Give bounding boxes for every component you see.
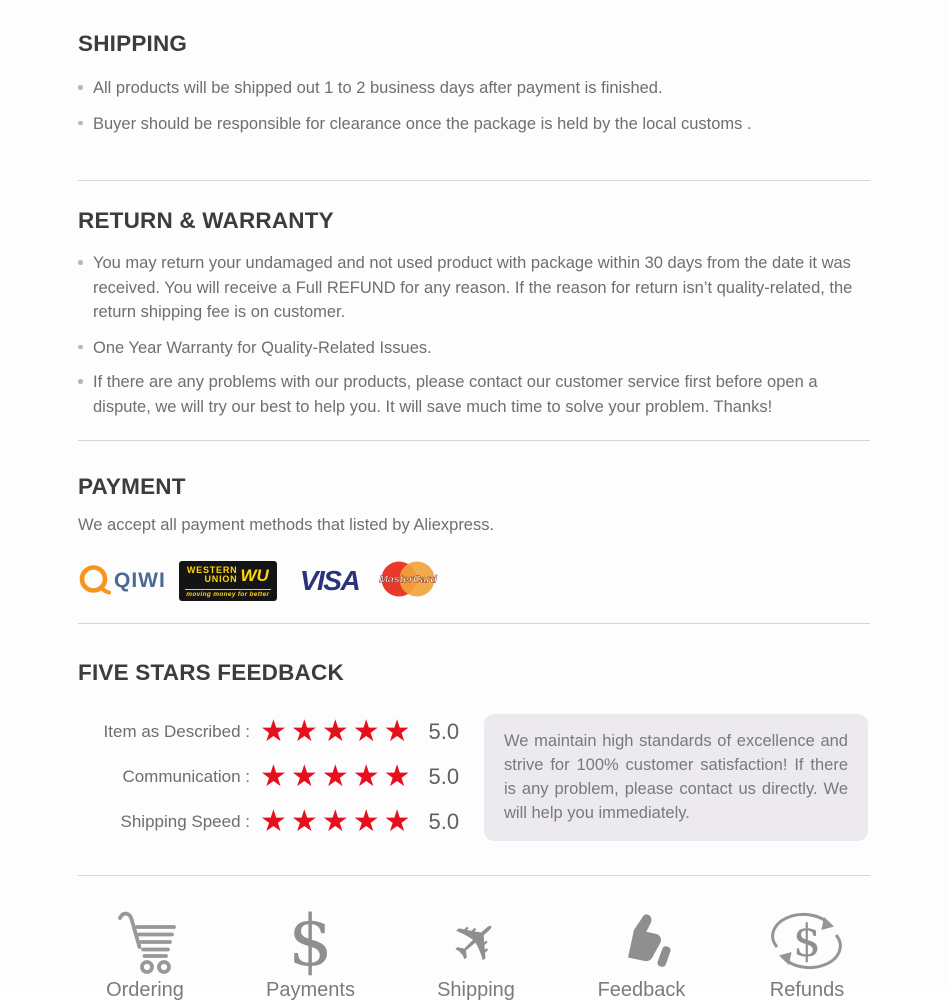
thumbs-up-icon bbox=[609, 910, 675, 972]
payment-description: We accept all payment methods that listed by Aliexpress. bbox=[78, 516, 495, 534]
service-refunds bbox=[732, 906, 882, 1002]
service-label: Ordering bbox=[106, 979, 184, 1001]
rating-score: 5.0 bbox=[428, 809, 460, 834]
bullet-dot-icon bbox=[78, 345, 83, 350]
bullet-text: You may return your undamaged and not used product with package within 30 days from the date it was received. You will receive a Full REFUND for any reason. If the reason for return isn’t quality-related, the return shipping fee is on customer. bbox=[93, 254, 853, 321]
bullet-text: If there are any problems with our products, please contact our customer service first before open a dispute, we will try our best to help you. It will save much time to solve your problem. Thanks! bbox=[93, 373, 818, 416]
section-divider bbox=[78, 440, 870, 441]
shipping-bullet bbox=[78, 76, 864, 101]
section-payment bbox=[78, 474, 870, 602]
service-shipping bbox=[401, 906, 551, 1002]
five-star-rating-icon bbox=[260, 807, 415, 837]
rating-score: 5.0 bbox=[428, 719, 460, 744]
mastercard-circles-icon bbox=[376, 559, 440, 599]
section-divider bbox=[78, 180, 870, 181]
service-label: Feedback bbox=[597, 979, 686, 1001]
service-feedback bbox=[567, 906, 717, 1002]
service-ordering bbox=[70, 906, 220, 1002]
mastercard-logo bbox=[376, 559, 440, 604]
rating-score: 5.0 bbox=[428, 764, 460, 789]
qiwi-logo bbox=[78, 563, 166, 599]
rating-label: Item as Described : bbox=[103, 722, 250, 741]
shopping-cart-icon bbox=[109, 906, 181, 976]
wu-word-western: WESTERN bbox=[186, 565, 238, 575]
feedback-title: FIVE STARS FEEDBACK bbox=[78, 660, 344, 685]
section-feedback bbox=[78, 660, 870, 848]
rating-label: Communication : bbox=[122, 767, 250, 786]
section-shipping bbox=[78, 0, 870, 136]
payment-methods-row bbox=[78, 560, 870, 602]
qiwi-mark-icon bbox=[78, 563, 111, 599]
bullet-dot-icon bbox=[78, 379, 83, 384]
shipping-bullet bbox=[78, 112, 864, 137]
service-label: Refunds bbox=[769, 979, 845, 1001]
western-union-logo bbox=[179, 561, 277, 601]
service-highlights-row bbox=[70, 876, 882, 1002]
wu-monogram: WU bbox=[240, 565, 269, 585]
visa-logo: VISA bbox=[299, 565, 360, 596]
return-warranty-title: RETURN & WARRANTY bbox=[78, 208, 334, 233]
dollar-sign-icon bbox=[288, 906, 333, 976]
bullet-text: Buyer should be responsible for clearance once the package is held by the local customs . bbox=[93, 114, 752, 133]
satisfaction-note-text: We maintain high standards of excellence and strive for 100% customer satisfaction! If there is any problem, please contact us directly. We will help you immediately. bbox=[504, 732, 848, 822]
ratings-list bbox=[78, 711, 484, 848]
bullet-dot-icon bbox=[78, 85, 83, 90]
airplane-icon bbox=[439, 903, 514, 979]
svg-text:$: $ bbox=[793, 916, 821, 967]
bullet-text: All products will be shipped out 1 to 2 business days after payment is finished. bbox=[93, 79, 663, 97]
satisfaction-note bbox=[484, 714, 868, 841]
money-back-icon bbox=[764, 908, 850, 974]
return-bullet bbox=[78, 336, 864, 361]
five-star-rating-icon bbox=[260, 762, 415, 792]
section-divider bbox=[78, 623, 870, 624]
return-bullet bbox=[78, 370, 864, 419]
return-bullet bbox=[78, 251, 864, 325]
section-return-warranty bbox=[78, 208, 870, 419]
qiwi-wordmark: QIWI bbox=[114, 569, 166, 592]
service-label: Payments bbox=[266, 979, 355, 1001]
bullet-text: One Year Warranty for Quality-Related Issues. bbox=[93, 338, 432, 357]
wu-tagline: moving money for better bbox=[186, 591, 270, 598]
bullet-dot-icon bbox=[78, 260, 83, 265]
five-star-rating-icon bbox=[260, 717, 415, 747]
rating-label: Shipping Speed : bbox=[120, 812, 250, 831]
rating-row-shipping-speed bbox=[78, 803, 484, 841]
rating-row-communication bbox=[78, 758, 484, 796]
bullet-dot-icon bbox=[78, 121, 83, 126]
service-payments bbox=[236, 906, 386, 1002]
shipping-title: SHIPPING bbox=[78, 31, 188, 56]
payment-title: PAYMENT bbox=[78, 474, 186, 499]
service-label: Shipping bbox=[437, 979, 515, 1001]
wu-word-union: UNION bbox=[204, 574, 238, 584]
svg-text:MasterCard: MasterCard bbox=[379, 573, 438, 585]
rating-row-item-as-described bbox=[78, 713, 484, 751]
